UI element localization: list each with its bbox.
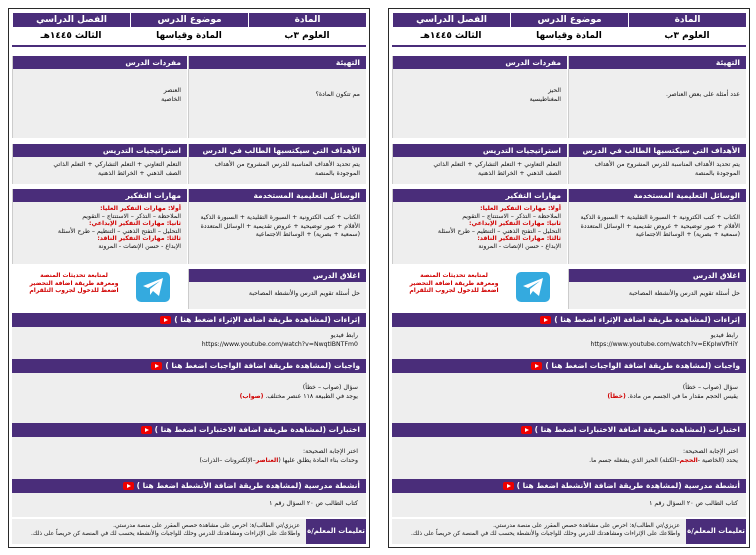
- activities-section: [12, 479, 366, 517]
- strategies-box: [392, 144, 567, 184]
- thinking-heading: ثانيا: مهارات التفكير الإبداعي:: [469, 220, 561, 228]
- tools-line: الأقلام + صور توضيحية + عروض تقديمية + الوسائل المتعددة: [580, 222, 740, 230]
- thinking-title: مهارات التفكير: [393, 189, 567, 202]
- tools-line: (سمعية + بصرية) + الوسائط الاجتماعية: [635, 231, 740, 239]
- subject-value: العلوم ٣ب: [248, 27, 366, 47]
- intro-box: [568, 56, 746, 138]
- homework-section: [392, 359, 746, 425]
- enrichment-title-text: إثراءات (لمشاهدة طريقة اضافة الإثراء اضغط هنا ): [554, 315, 740, 324]
- intro-title: التهيئة: [569, 56, 746, 69]
- semester-title: الفصل الدراسي: [392, 13, 510, 27]
- intro-title: التهيئة: [189, 56, 366, 69]
- intro-text: مم تتكون المادة؟: [315, 91, 360, 98]
- topic-value: المادة وقياسها: [130, 27, 248, 47]
- homework-title-text: واجبات (لمشاهدة طريقة اضافة الواجبات اضغط هنا ): [165, 361, 360, 370]
- thinking-line: الملاحظة – التذكر – الاستنتاج – التقويم: [82, 212, 181, 220]
- tele-note-line: لمتابعة تحديثات المنصة: [40, 272, 108, 279]
- subject-value: العلوم ٣ب: [628, 27, 746, 47]
- tools-title: الوسائل التعليمية المستخدمة: [189, 189, 366, 202]
- homework-title-text: واجبات (لمشاهدة طريقة اضافة الواجبات اضغط هنا ): [545, 361, 740, 370]
- tele-note-line: ومعرفة طريقة اضافة التحضير: [409, 279, 499, 287]
- tests-prompt: اختر الإجابة الصحيحة:: [683, 448, 738, 455]
- enrichment-label: رابط فيديو: [330, 332, 358, 339]
- vocab-item: الخاصية: [161, 95, 181, 103]
- enrichment-link[interactable]: https://www.youtube.com/watch?v=EKpIwVfHiY: [590, 341, 738, 348]
- thinking-line: التحليل – التفتح الذهني – التنظيم – طرح الأسئلة: [57, 227, 181, 235]
- homework-title[interactable]: [392, 359, 746, 373]
- intro-text: عدد أمثلة على بعض العناصر.: [666, 91, 740, 98]
- tools-box: [568, 189, 746, 264]
- tele-note-line: لمتابعة تحديثات المنصة: [420, 272, 488, 279]
- tests-answer: العناصر: [255, 457, 279, 464]
- vocab-item: الحيز: [548, 87, 561, 94]
- homework-answer: (خطأ): [607, 393, 626, 400]
- tools-line: الكتاب + كتب الكترونية + السبورة التقليدية + السبورة الذكية: [580, 214, 740, 221]
- youtube-icon[interactable]: [123, 482, 134, 490]
- thinking-box: [12, 189, 187, 264]
- youtube-icon[interactable]: [521, 426, 532, 434]
- closure-text: حل أسئلة تقويم الدرس والأنشطة المصاحبة: [248, 290, 360, 297]
- footer-title: تعليمات المعلم/ة: [306, 519, 366, 544]
- tools-line: الكتاب + كتب الكترونية + السبورة التقليدية + السبورة الذكية: [200, 214, 360, 221]
- tests-question-start: وحدات بناء المادة يطلق عليها (: [278, 457, 358, 464]
- tools-title: الوسائل التعليمية المستخدمة: [569, 189, 746, 202]
- enrichment-title[interactable]: [392, 313, 746, 327]
- enrichment-link[interactable]: https://www.youtube.com/watch?v=NwqtIBNTFm0: [201, 341, 358, 348]
- closure-text: حل أسئلة تقويم الدرس والأنشطة المصاحبة: [628, 290, 740, 297]
- topic-title: موضوع الدرس: [130, 13, 248, 27]
- tests-title[interactable]: [392, 423, 746, 437]
- tests-question-start: يحدد (الخاصية -: [697, 457, 738, 464]
- teacher-instructions: [12, 519, 366, 544]
- thinking-heading: ثانيا: مهارات التفكير الإبداعي:: [89, 220, 181, 228]
- tests-question-end: –الإلكترونات –الذرات): [199, 457, 256, 464]
- header-row: [392, 13, 746, 49]
- strategy-line: التعلم التعاوني + التعلم التشاركي + التعلم الذاتي: [53, 161, 181, 168]
- goals-box: [188, 144, 366, 184]
- intro-box: [188, 56, 366, 138]
- homework-answer: (صواب): [239, 393, 264, 400]
- tools-line: (سمعية + بصرية) + الوسائط الاجتماعية: [255, 231, 360, 239]
- tests-title[interactable]: [12, 423, 366, 437]
- activities-section: [392, 479, 746, 517]
- closure-title: اغلاق الدرس: [189, 269, 366, 282]
- teacher-instructions: [392, 519, 746, 544]
- goals-box: [568, 144, 746, 184]
- vocab-item: المغناطيسية: [529, 95, 561, 103]
- footer-line: عزيزي/تي الطالب/ة: احرص على مشاهدة حصص المقرر على منصة مدرستي.: [493, 523, 680, 529]
- vocab-title: مفردات الدرس: [13, 56, 187, 69]
- thinking-heading: ثالثا: مهارات التفكير الناقد:: [97, 235, 181, 243]
- tests-section: [12, 423, 366, 481]
- youtube-icon[interactable]: [141, 426, 152, 434]
- activities-title[interactable]: [12, 479, 366, 493]
- footer-title: تعليمات المعلم/ة: [686, 519, 746, 544]
- homework-question-type: سؤال (صواب – خطأ): [302, 384, 358, 391]
- youtube-icon[interactable]: [531, 362, 542, 370]
- homework-question: يوجد في الطبيعة ١١٨ عنصر مختلف.: [265, 393, 358, 400]
- semester-value: الثالث ١٤٤٥هـ: [12, 27, 130, 47]
- tests-section: [392, 423, 746, 481]
- enrichment-label: رابط فيديو: [710, 332, 738, 339]
- tools-box: [188, 189, 366, 264]
- telegram-icon[interactable]: [136, 272, 170, 302]
- youtube-icon[interactable]: [160, 316, 171, 324]
- thinking-title: مهارات التفكير: [13, 189, 187, 202]
- tests-title-text: اختبارات (لمشاهدة طريقة اضافة الاختبارات اضغط هنا ): [154, 425, 360, 434]
- thinking-line: الإبداع - حسن الإنصات - المرونة: [98, 242, 181, 250]
- strategy-line: التعلم التعاوني + التعلم التشاركي + التعلم الذاتي: [433, 161, 561, 168]
- closure-box: [188, 269, 366, 309]
- lesson-page-right: [388, 8, 750, 548]
- closure-title: اغلاق الدرس: [569, 269, 746, 282]
- semester-title: الفصل الدراسي: [12, 13, 130, 27]
- homework-question-type: سؤال (صواب – خطأ): [682, 384, 738, 391]
- topic-title: موضوع الدرس: [510, 13, 628, 27]
- enrichment-title[interactable]: [12, 313, 366, 327]
- tools-line: الأقلام + صور توضيحية + عروض تقديمية + الوسائل المتعددة: [200, 222, 360, 230]
- thinking-heading: أولا: مهارات التفكير العليا:: [100, 205, 181, 212]
- thinking-box: [392, 189, 567, 264]
- telegram-note[interactable]: [19, 272, 129, 295]
- goals-text: يتم تحديد الأهداف المناسبة للدرس المشروح من الأهداف الموجودة بالمنصة: [594, 161, 740, 177]
- enrichment-section: [392, 313, 746, 361]
- enrichment-section: [12, 313, 366, 361]
- tests-title-text: اختبارات (لمشاهدة طريقة اضافة الاختبارات اضغط هنا ): [534, 425, 740, 434]
- tests-prompt: اختر الإجابة الصحيحة:: [303, 448, 358, 455]
- tele-note-line: اضغط للدخول لجروب التلقرام: [29, 287, 119, 294]
- goals-title: الأهداف التي سيكتسبها الطالب في الدرس: [569, 144, 746, 157]
- homework-question: يقيس الحجم مقدار ما في الجسم من مادة.: [627, 393, 738, 400]
- footer-line: واطلاعك على الإثراءات ومشاهدتك للدرس وحلك للواجبات والأنشطة يحسب لك في المنصة كن حريصاً على ذلك.: [31, 531, 300, 537]
- vocab-box: [392, 56, 567, 138]
- strategies-title: استراتيجيات التدريس: [393, 144, 567, 157]
- activities-title-text: أنشطة مدرسية (لمشاهدة طريقة اضافة الأنشطة اضغط هنا ): [516, 481, 740, 490]
- homework-title[interactable]: [12, 359, 366, 373]
- activities-text: كتاب الطالب ص ٢٠ السؤال رقم ١: [12, 493, 366, 517]
- vocab-item: العنصر: [163, 87, 181, 94]
- lesson-page-left: [8, 8, 370, 548]
- thinking-heading: ثالثا: مهارات التفكير الناقد:: [477, 235, 561, 243]
- tele-note-line: اضغط للدخول لجروب التلقرام: [409, 287, 499, 294]
- homework-section: [12, 359, 366, 425]
- vocab-box: [12, 56, 187, 138]
- activities-title-text: أنشطة مدرسية (لمشاهدة طريقة اضافة الأنشطة اضغط هنا ): [136, 481, 360, 490]
- goals-text: يتم تحديد الأهداف المناسبة للدرس المشروح من الأهداف الموجودة بالمنصة: [214, 161, 360, 177]
- telegram-icon[interactable]: [516, 272, 550, 302]
- goals-title: الأهداف التي سيكتسبها الطالب في الدرس: [189, 144, 366, 157]
- activities-title[interactable]: [392, 479, 746, 493]
- activities-text: كتاب الطالب ص ٢٠ السؤال رقم ١: [392, 493, 746, 517]
- footer-line: واطلاعك على الإثراءات ومشاهدتك للدرس وحلك للواجبات والأنشطة يحسب لك في المنصة كن حريصاً على ذلك.: [411, 531, 680, 537]
- semester-value: الثالث ١٤٤٥هـ: [392, 27, 510, 47]
- tests-question-end: –الكتلة) الحيز الذي يشغله جسم ما.: [589, 457, 680, 464]
- thinking-heading: أولا: مهارات التفكير العليا:: [480, 205, 561, 212]
- enrichment-title-text: إثراءات (لمشاهدة طريقة اضافة الإثراء اضغط هنا ): [174, 315, 360, 324]
- thinking-line: الإبداع - حسن الإنصات - المرونة: [478, 242, 561, 250]
- youtube-icon[interactable]: [540, 316, 551, 324]
- subject-title: المادة: [248, 13, 366, 27]
- thinking-line: الملاحظة – التذكر – الاستنتاج – التقويم: [462, 212, 561, 220]
- thinking-line: التحليل – التفتح الذهني – التنظيم – طرح الأسئلة: [437, 227, 561, 235]
- footer-line: عزيزي/تي الطالب/ة: احرص على مشاهدة حصص المقرر على منصة مدرستي.: [113, 523, 300, 529]
- vocab-title: مفردات الدرس: [393, 56, 567, 69]
- tests-answer: الحجم: [679, 457, 698, 464]
- tele-note-line: ومعرفة طريقة اضافة التحضير: [29, 279, 119, 287]
- telegram-note[interactable]: [399, 272, 509, 295]
- closure-box: [568, 269, 746, 309]
- strategies-title: استراتيجيات التدريس: [13, 144, 187, 157]
- header-row: [12, 13, 366, 49]
- strategy-line: الصف الذهني + الخرائط الذهنية: [477, 169, 561, 177]
- strategy-line: الصف الذهني + الخرائط الذهنية: [97, 169, 181, 177]
- strategies-box: [12, 144, 187, 184]
- youtube-icon[interactable]: [503, 482, 514, 490]
- subject-title: المادة: [628, 13, 746, 27]
- topic-value: المادة وقياسها: [510, 27, 628, 47]
- youtube-icon[interactable]: [151, 362, 162, 370]
